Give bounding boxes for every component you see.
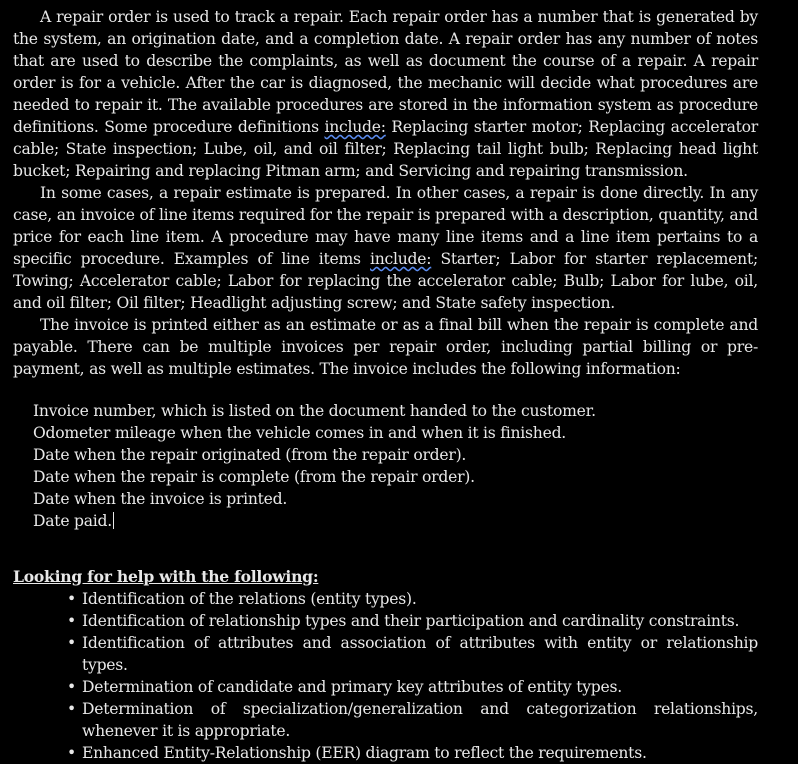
invoice-info-list	[33, 400, 758, 532]
list-item: Odometer mileage when the vehicle comes in and when it is finished.	[33, 424, 567, 442]
paragraph-text: In some cases, a repair estimate is prepared. In other cases, a repair is done directly. In any case, an invoice of line items required for the repair is prepared with a description, quantity, and price for each line item. A procedure may have many line items and a line item pertains to a specific procedure. Examples of line items	[13, 184, 758, 268]
bullet-icon: •	[67, 678, 76, 696]
text-cursor	[113, 512, 114, 529]
list-item-text: Date paid.	[33, 512, 112, 530]
paragraph-text: Replacing starter motor; Replacing accelerator cable; State inspection; Lube, oil, and oil filter; Replacing tail light bulb; Replacing head light bucket; Repairing and replacing Pitman arm; and Servicing and repairing transmission.	[13, 118, 758, 180]
paragraph-estimate	[13, 182, 758, 314]
bullet-text: Determination of specialization/generalization and categorization relationships, whenever it is appropriate.	[82, 700, 758, 740]
bullet-icon: •	[67, 612, 76, 630]
bullet-text: Identification of attributes and association of attributes with entity or relationship types.	[82, 634, 758, 674]
grammar-flag[interactable]: include:	[324, 118, 386, 136]
paragraph-repair-order	[13, 6, 758, 182]
bullet-text: Identification of relationship types and their participation and cardinality constraints.	[82, 612, 740, 630]
bullet-item	[67, 742, 758, 764]
list-item: Date when the repair is complete (from the repair order).	[33, 468, 475, 486]
bullet-text: Determination of candidate and primary key attributes of entity types.	[82, 678, 622, 696]
bullet-item	[67, 632, 758, 676]
help-bullet-list	[13, 588, 758, 764]
bullet-item	[67, 610, 758, 632]
list-item: Date when the invoice is printed.	[33, 490, 288, 508]
list-item	[33, 510, 758, 532]
bullet-icon: •	[67, 700, 76, 718]
bullet-item	[67, 698, 758, 742]
list-item: Invoice number, which is listed on the document handed to the customer.	[33, 402, 596, 420]
paragraph-text: The invoice is printed either as an estimate or as a final bill when the repair is complete and payable. There can be multiple invoices per repair order, including partial billing or pre-payment, as well as multiple estimates. The invoice includes the following information:	[13, 316, 758, 378]
bullet-icon: •	[67, 634, 76, 652]
bullet-icon: •	[67, 590, 76, 608]
grammar-flag[interactable]: include:	[370, 250, 432, 268]
bullet-text: Identification of the relations (entity types).	[82, 590, 417, 608]
paragraph-invoice	[13, 314, 758, 380]
bullet-icon: •	[67, 744, 76, 762]
bullet-item	[67, 676, 758, 698]
paragraph-text: A repair order is used to track a repair. Each repair order has a number that is generated by the system, an origination date, and a completion date. A repair order has any number of notes that are used to describe the complaints, as well as document the course of a repair. A repair order is for a vehicle. After the car is diagnosed, the mechanic will decide what procedures are needed to repair it. The available procedures are stored in the information system as procedure definitions. Some procedure definitions	[13, 8, 758, 136]
bullet-item	[67, 588, 758, 610]
help-heading: Looking for help with the following:	[13, 567, 319, 586]
bullet-text: Enhanced Entity-Relationship (EER) diagram to reflect the requirements.	[82, 744, 647, 762]
paragraph-text: Starter; Labor for starter replacement; Towing; Accelerator cable; Labor for replacing the accelerator cable; Bulb; Labor for lube, oil, and oil filter; Oil filter; Headlight adjusting screw; and State safety inspection.	[13, 250, 758, 312]
list-item: Date when the repair originated (from the repair order).	[33, 446, 467, 464]
